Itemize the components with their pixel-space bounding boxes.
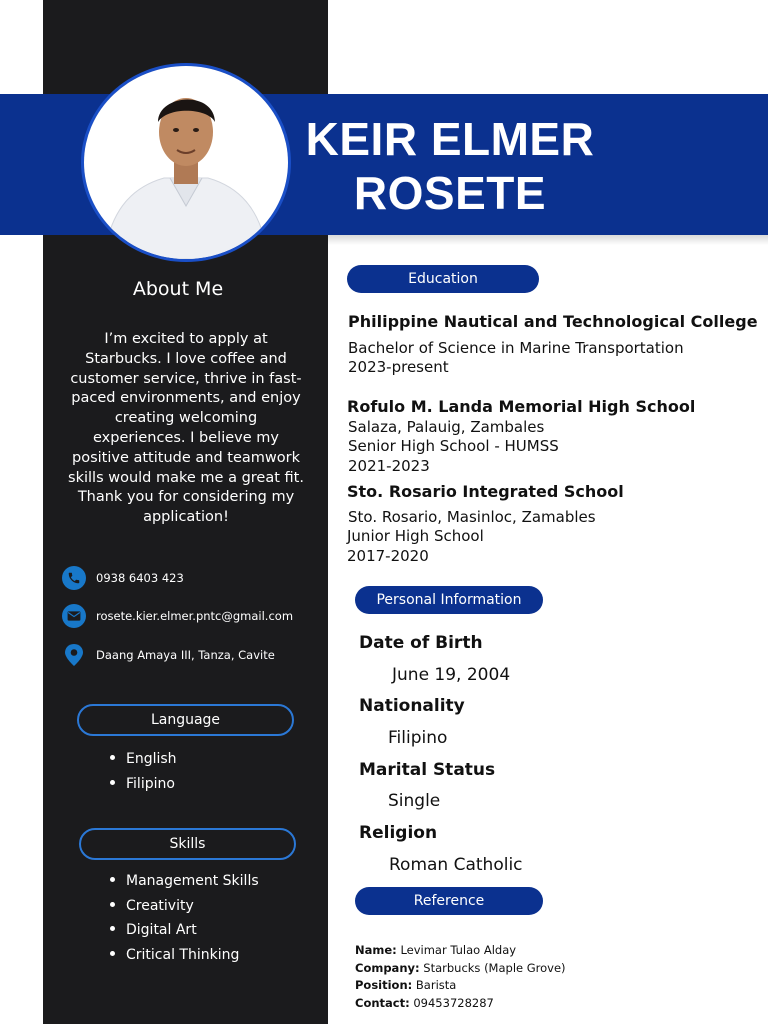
- location-pin-icon: [62, 643, 86, 667]
- reference-name: Levimar Tulao Alday: [400, 943, 517, 957]
- school-detail: 2023-present: [348, 358, 449, 376]
- full-name: [300, 112, 600, 220]
- email-icon: [62, 604, 86, 628]
- nationality-label: Nationality: [359, 696, 465, 716]
- skill-item: Management Skills: [110, 869, 259, 894]
- reference-position: Barista: [415, 978, 457, 993]
- phone-icon: [62, 566, 86, 590]
- school-detail: Junior High School: [347, 527, 484, 545]
- about-text: I’m excited to apply at Starbucks. I love coffee and customer service, thrive in fast-paced environments, and enjoy creating welcoming experiences. I believe my positive attitude and teamwork skills would make me a great fit. Thank you for considering my application!: [68, 331, 304, 526]
- school-name: Sto. Rosario Integrated School: [347, 482, 624, 501]
- religion-value: Roman Catholic: [389, 855, 523, 875]
- skill-item: Critical Thinking: [110, 943, 259, 968]
- school-detail: 2021-2023: [348, 457, 430, 475]
- address-text: Daang Amaya III, Tanza, Cavite: [96, 648, 275, 662]
- marital-status-value: Single: [388, 791, 441, 811]
- skills-heading: Skills: [79, 828, 296, 860]
- contact-email: [62, 604, 293, 628]
- language-list: [110, 747, 177, 796]
- reference-details: [355, 942, 566, 1012]
- reference-heading: Reference: [355, 887, 543, 915]
- school-detail: Bachelor of Science in Marine Transportation: [348, 339, 684, 357]
- skills-list: [110, 869, 259, 967]
- school-name: Rofulo M. Landa Memorial High School: [347, 397, 696, 416]
- email-address: rosete.kier.elmer.pntc@gmail.com: [96, 609, 294, 623]
- reference-name-row: Name: Levimar Tulao Alday: [355, 943, 517, 957]
- school-detail: Salaza, Palauig, Zambales: [348, 418, 545, 436]
- language-heading: Language: [77, 704, 294, 736]
- contact-phone: [62, 566, 184, 590]
- name-first: KEIR ELMER: [305, 113, 595, 165]
- reference-company: Starbucks (Maple Grove): [423, 960, 566, 975]
- marital-status-label: Marital Status: [359, 760, 496, 780]
- reference-position-row: Position: Barista: [355, 978, 457, 993]
- school-detail: 2017-2020: [347, 547, 429, 565]
- education-heading: Education: [347, 265, 539, 293]
- skill-item: Creativity: [110, 894, 259, 919]
- reference-contact-row: Contact: 09453728287: [355, 995, 494, 1010]
- dob-value: June 19, 2004: [392, 665, 511, 685]
- school-detail: Sto. Rosario, Masinloc, Zamables: [348, 508, 596, 526]
- contact-address: [62, 643, 275, 667]
- school-name: Philippine Nautical and Technological College: [348, 312, 758, 331]
- dob-label: Date of Birth: [359, 633, 483, 653]
- personal-info-heading: Personal Information: [355, 586, 543, 614]
- reference-contact: 09453728287: [413, 995, 494, 1010]
- phone-number: 0938 6403 423: [96, 571, 184, 585]
- about-title: About Me: [132, 278, 224, 300]
- nationality-value: Filipino: [388, 728, 448, 748]
- banner-shadow: [328, 235, 768, 245]
- language-item: English: [110, 747, 177, 772]
- reference-company-row: Company: Starbucks (Maple Grove): [355, 960, 566, 975]
- school-detail: Senior High School - HUMSS: [348, 437, 559, 455]
- religion-label: Religion: [359, 823, 438, 843]
- language-item: Filipino: [110, 772, 177, 797]
- skill-item: Digital Art: [110, 918, 259, 943]
- profile-photo: [81, 63, 291, 262]
- name-last: ROSETE: [353, 167, 547, 219]
